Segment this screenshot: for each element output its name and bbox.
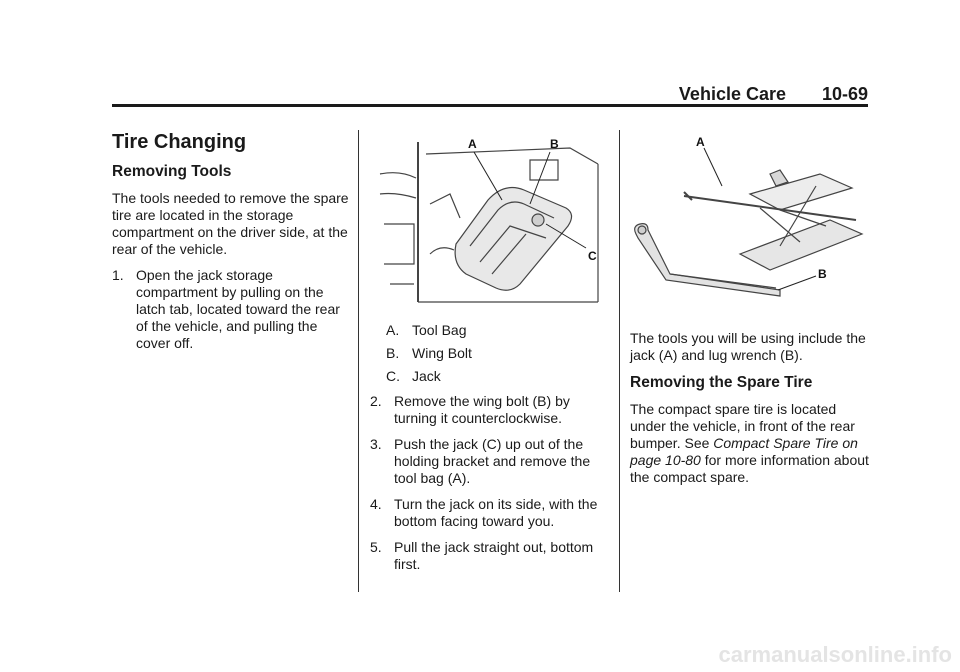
step-text: Remove the wing bolt (B) by turning it counterclockwise.	[394, 393, 570, 426]
legend-item	[386, 345, 610, 362]
legend-letter: C.	[386, 368, 400, 384]
step-text: Open the jack storage compartment by pulling on the latch tab, located toward the rear of the vehicle, and pulling the cover off.	[136, 267, 340, 351]
legend-item	[386, 368, 610, 385]
step-number: 3.	[370, 436, 382, 452]
step-item	[370, 393, 610, 427]
figure-legend	[370, 322, 610, 385]
figure-label-c: C	[588, 249, 597, 263]
column-1	[112, 128, 350, 361]
step-number: 5.	[370, 539, 382, 555]
intro-paragraph: The tools needed to remove the spare tire are located in the storage compartment on the driver side, at the rear of the vehicle.	[112, 190, 349, 257]
figure-label-b: B	[818, 267, 827, 281]
section-title: Vehicle Care	[678, 84, 786, 104]
subsection-heading: Removing the Spare Tire	[630, 374, 813, 391]
column-3	[630, 134, 870, 495]
legend-text: Jack	[412, 368, 441, 384]
legend-letter: A.	[386, 322, 400, 338]
tools-paragraph: The tools you will be using include the jack (A) and lug wrench (B).	[630, 330, 866, 363]
page-header	[112, 84, 868, 106]
column-divider-1	[358, 130, 359, 592]
page-number: 10-69	[821, 84, 868, 104]
step-item	[370, 539, 610, 573]
subsection-heading: Removing Tools	[112, 163, 232, 180]
step-item	[370, 496, 610, 530]
figure-label-b: B	[550, 137, 559, 151]
jack-storage-illustration	[370, 134, 604, 306]
step-number: 2.	[370, 393, 382, 409]
figure-label-a: A	[696, 135, 705, 149]
watermark: carmanualsonline.info	[718, 642, 952, 667]
legend-item	[386, 322, 610, 339]
column-2	[370, 134, 610, 582]
jack-and-wrench-illustration	[630, 134, 866, 306]
legend-text: Tool Bag	[412, 322, 467, 338]
step-number: 4.	[370, 496, 382, 512]
section-heading: Tire Changing	[112, 131, 247, 153]
page-reference: Compact Spare Tire on page 10-80	[630, 435, 858, 468]
legend-letter: B.	[386, 345, 400, 361]
column-divider-2	[619, 130, 620, 592]
step-text: Push the jack (C) up out of the holding bracket and remove the tool bag (A).	[394, 436, 591, 486]
figure-label-a: A	[468, 137, 477, 151]
spare-paragraph: The compact spare tire is located under the vehicle, in front of the rear bumper. See Compact Spare Tire on page 10-80 for more information about the compact spare.	[630, 401, 869, 485]
step-text: Turn the jack on its side, with the bottom facing toward you.	[394, 496, 598, 529]
step-text: Pull the jack straight out, bottom first.	[394, 539, 594, 572]
step-item	[370, 436, 610, 487]
step-number: 1.	[112, 267, 124, 283]
header-rule	[112, 104, 868, 107]
step-item	[112, 267, 350, 352]
legend-text: Wing Bolt	[412, 345, 472, 361]
